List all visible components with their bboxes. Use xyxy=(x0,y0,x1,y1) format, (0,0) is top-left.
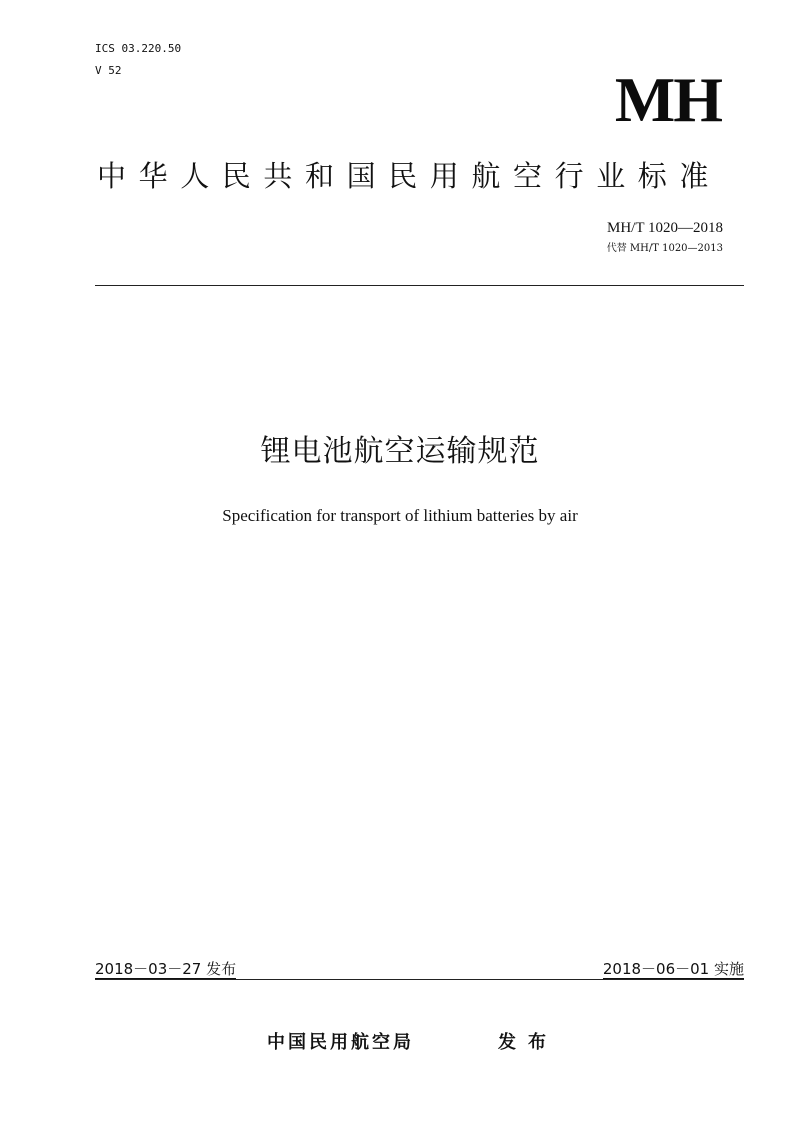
standard-code: MH/T 1020—2018 xyxy=(607,220,723,236)
bottom-divider xyxy=(95,979,744,980)
document-subtitle: Specification for transport of lithium batteries by air xyxy=(222,506,578,525)
standard-series-title: 中华人民共和国民用航空行业标准 xyxy=(97,159,722,193)
document-title: 锂电池航空运输规范 xyxy=(260,434,540,469)
ics-code: ICS 03.220.50 xyxy=(95,42,182,55)
mh-logo: MH xyxy=(614,64,721,135)
issue-date xyxy=(95,958,236,980)
implementation-date-text: 2018－06－01 实施 xyxy=(602,960,744,978)
standard-code-block xyxy=(607,218,723,256)
category-code: V 52 xyxy=(95,64,122,77)
issue-date-text: 2018－03－27 发布 xyxy=(95,960,237,978)
top-divider xyxy=(95,285,744,286)
issuer-name: 中国民用航空局 xyxy=(267,1032,414,1053)
replaces-code: 代替 MH/T 1020—2013 xyxy=(606,243,723,254)
issuer-action: 发布 xyxy=(498,1032,558,1053)
implementation-date xyxy=(603,958,744,980)
classification-codes xyxy=(95,42,181,78)
